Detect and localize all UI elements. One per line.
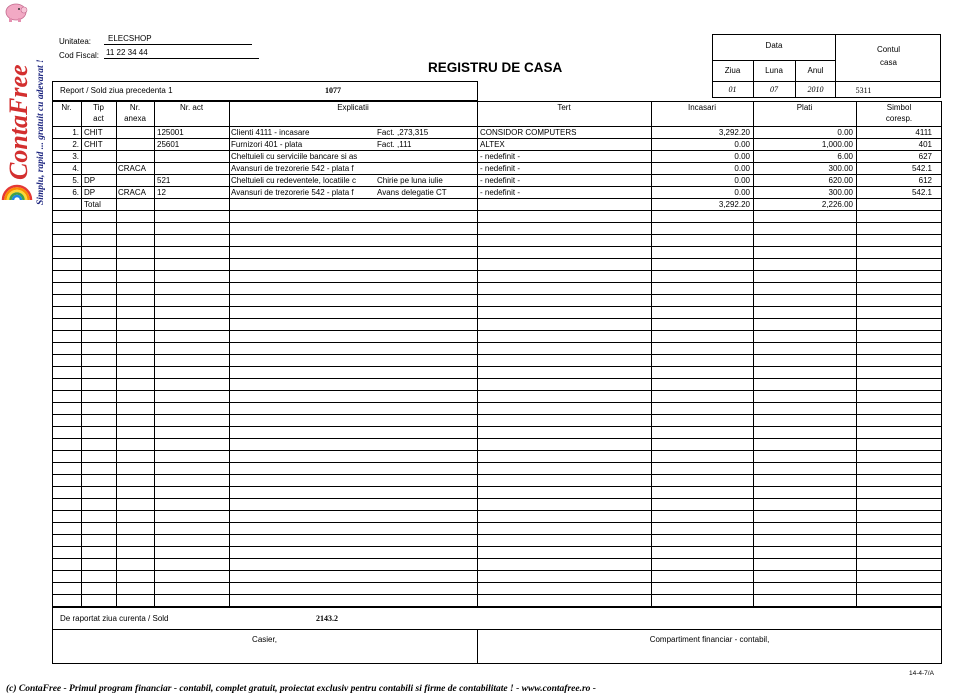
unit-value: ELECSHOP bbox=[104, 34, 252, 45]
cell-anexa: CRACA bbox=[118, 188, 147, 197]
cell-simbol: 542.1 bbox=[911, 188, 932, 197]
cell-expl: Cheltuieli cu serviciile bancare si as bbox=[231, 152, 358, 161]
cash-label: casa bbox=[880, 58, 897, 67]
cell-expl: Cheltuieli cu redeventele, locatiile c bbox=[231, 176, 356, 185]
cell-expl: Avansuri de trezorerie 542 - plata f bbox=[231, 164, 354, 173]
col-tip: Tip bbox=[93, 103, 104, 112]
brand-slogan: Simplu, rapid ... gratuit cu adevarat ! bbox=[36, 59, 46, 205]
copyright-footer: (c) ContaFree - Primul program financiar - contabil, complet gratuit, proiectat exclusiv pentru contabili si firme de contabilitate ! - www.contafree.ro - bbox=[6, 684, 596, 694]
cashier-signature-label: Casier, bbox=[252, 635, 277, 644]
cell-incasari: 0.00 bbox=[734, 164, 750, 173]
col-simbol-coresp: coresp. bbox=[885, 114, 913, 123]
form-code: 14-4-7/A bbox=[909, 670, 934, 677]
cell-tip: DP bbox=[84, 176, 96, 185]
cell-nr: 2. bbox=[72, 140, 79, 149]
cell-simbol: 627 bbox=[918, 152, 932, 161]
date-label: Data bbox=[765, 41, 783, 50]
col-explicatii: Explicatii bbox=[337, 103, 369, 112]
cell-expl: Clienti 4111 - incasare bbox=[231, 128, 310, 137]
cell-nr: 5. bbox=[72, 176, 79, 185]
closing-balance-label: De raportat ziua curenta / Sold bbox=[60, 614, 169, 623]
cell-plati: 6.00 bbox=[837, 152, 853, 161]
cell-incasari: 3,292.20 bbox=[718, 128, 750, 137]
cell-tert: CONSIDOR COMPUTERS bbox=[480, 128, 577, 137]
accounting-signature-label: Compartiment financiar - contabil, bbox=[649, 635, 770, 644]
cell-expl: Avansuri de trezorerie 542 - plata f bbox=[231, 188, 354, 197]
cell-incasari: 0.00 bbox=[734, 176, 750, 185]
cod-fiscal-label: Cod Fiscal: bbox=[59, 51, 100, 60]
cell-plati: 300.00 bbox=[828, 164, 853, 173]
cell-tert: - nedefinit - bbox=[480, 176, 521, 185]
col-incasari: Incasari bbox=[687, 103, 716, 112]
cell-fact: Avans delegatie CT bbox=[377, 188, 447, 197]
account-label: Contul bbox=[876, 45, 901, 54]
total-plati: 2,226.00 bbox=[821, 200, 853, 209]
cell-tert: - nedefinit - bbox=[480, 188, 521, 197]
cell-plati: 300.00 bbox=[828, 188, 853, 197]
cell-fact: Fact. ,111 bbox=[377, 140, 412, 149]
cell-tert: - nedefinit - bbox=[480, 152, 521, 161]
cell-tip: CHIT bbox=[84, 128, 103, 137]
account-value: 5311 bbox=[855, 86, 872, 95]
cell-expl: Furnizori 401 - plata bbox=[231, 140, 303, 149]
col-nr-act: Nr. act bbox=[179, 103, 204, 112]
cell-tip: DP bbox=[84, 188, 96, 197]
cell-fact: Fact. ,273,315 bbox=[377, 128, 429, 137]
total-incasari: 3,292.20 bbox=[718, 200, 750, 209]
brand-name: ContaFree bbox=[4, 64, 33, 180]
closing-balance-row bbox=[52, 607, 942, 630]
cell-simbol: 4111 bbox=[915, 128, 932, 137]
cell-incasari: 0.00 bbox=[734, 140, 750, 149]
cell-nr: 1. bbox=[72, 128, 79, 137]
day-label: Ziua bbox=[724, 66, 741, 75]
rainbow-icon bbox=[3, 186, 31, 200]
year-label: Anul bbox=[807, 66, 824, 75]
cell-anexa: CRACA bbox=[118, 164, 147, 173]
month-label: Luna bbox=[765, 66, 783, 75]
col-simbol: Simbol bbox=[886, 103, 912, 112]
cell-simbol: 542.1 bbox=[911, 164, 932, 173]
col-plati: Plati bbox=[796, 103, 813, 112]
page-title: REGISTRU DE CASA bbox=[428, 60, 563, 75]
cell-nr: 4. bbox=[72, 164, 79, 173]
col-nr: Nr. bbox=[61, 103, 72, 112]
cell-nract: 521 bbox=[157, 176, 171, 185]
cell-nract: 12 bbox=[157, 188, 166, 197]
col-tip-act: act bbox=[93, 114, 104, 123]
cell-plati: 620.00 bbox=[828, 176, 853, 185]
report-value: 1077 bbox=[325, 86, 341, 95]
cell-tert: - nedefinit - bbox=[480, 164, 521, 173]
cell-incasari: 0.00 bbox=[734, 188, 750, 197]
cell-simbol: 612 bbox=[918, 176, 932, 185]
col-anexa: anexa bbox=[124, 114, 146, 123]
cell-nr: 3. bbox=[72, 152, 79, 161]
cell-nract: 25601 bbox=[157, 140, 180, 149]
cod-fiscal-value: 11 22 34 44 bbox=[104, 48, 259, 59]
cell-incasari: 0.00 bbox=[734, 152, 750, 161]
report-label: Report / Sold ziua precedenta 1 bbox=[60, 86, 173, 95]
year-value: 2010 bbox=[807, 85, 824, 94]
col-anexa-nr: Nr. bbox=[129, 103, 141, 112]
closing-balance-value: 2143.2 bbox=[316, 614, 338, 623]
col-tert: Tert bbox=[557, 103, 571, 112]
cell-plati: 1,000.00 bbox=[821, 140, 853, 149]
cell-tip: CHIT bbox=[84, 140, 103, 149]
cell-plati: 0.00 bbox=[837, 128, 853, 137]
cell-simbol: 401 bbox=[918, 140, 932, 149]
cell-nr: 6. bbox=[72, 188, 79, 197]
cell-tert: ALTEX bbox=[480, 140, 505, 149]
cell-fact: Chirie pe luna iulie bbox=[377, 176, 443, 185]
month-value: 07 bbox=[770, 85, 778, 94]
cell-nract: 125001 bbox=[157, 128, 184, 137]
unit-label: Unitatea: bbox=[59, 37, 92, 46]
total-label: Total bbox=[84, 200, 101, 209]
day-value: 01 bbox=[728, 85, 737, 94]
